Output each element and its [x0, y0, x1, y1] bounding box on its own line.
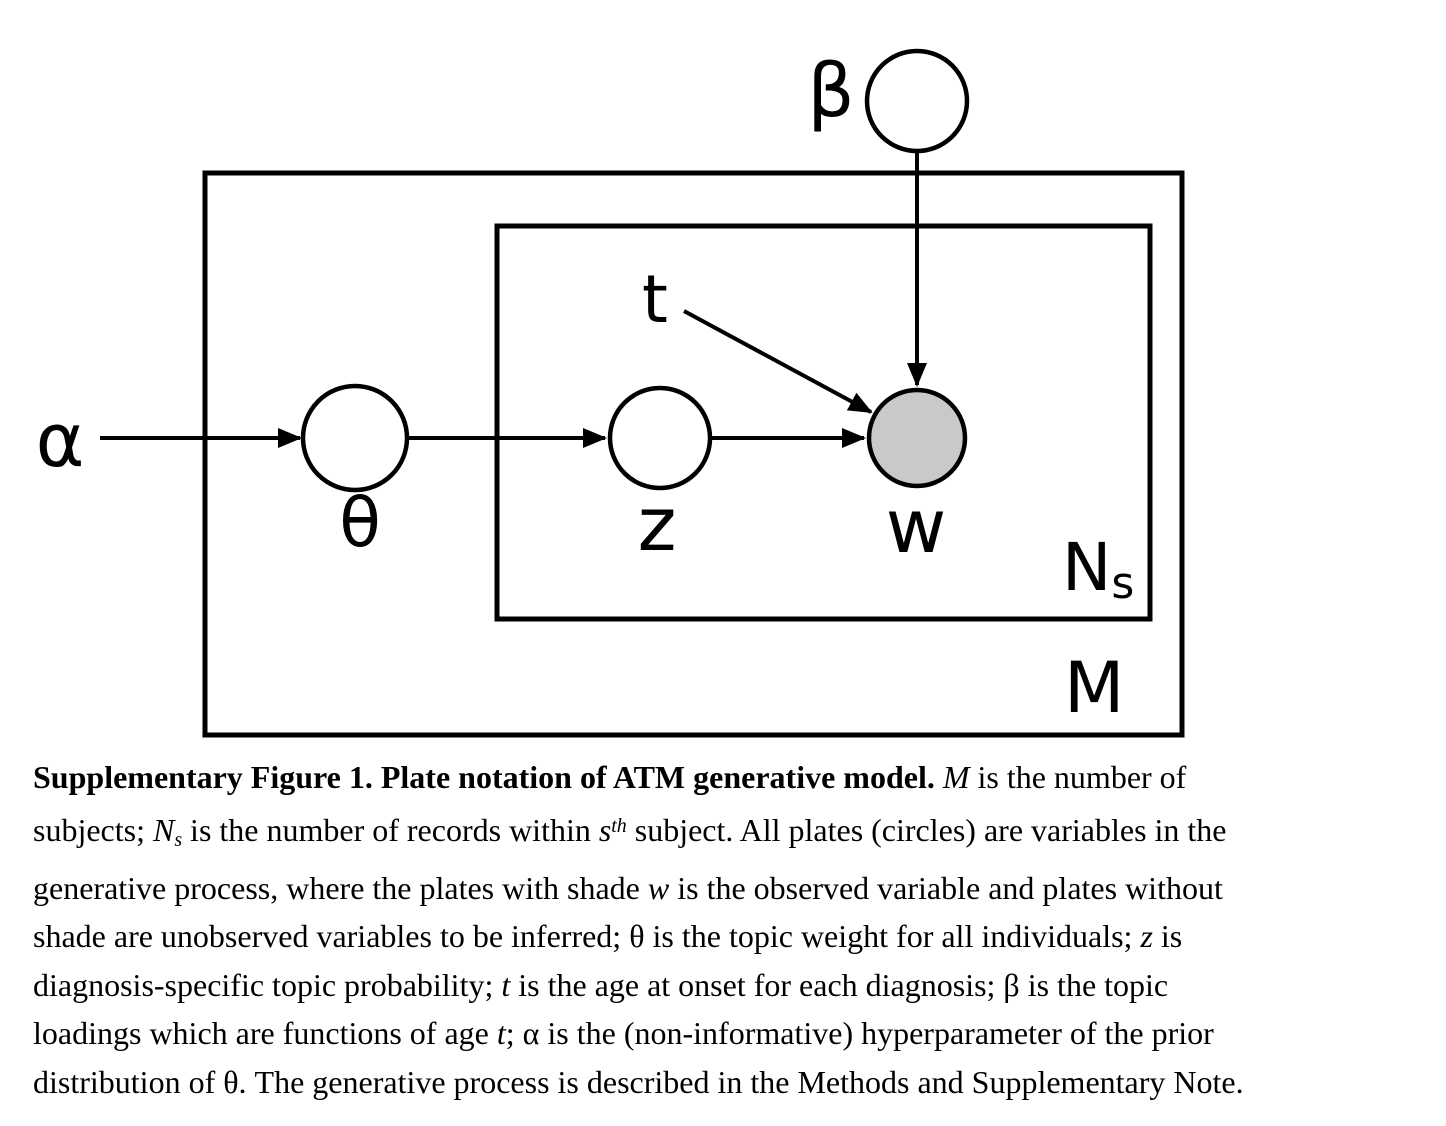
caption-line	[33, 1009, 1423, 1058]
caption-segment: z	[1140, 918, 1153, 955]
caption-line	[33, 802, 1423, 864]
caption-segment: loadings which are functions of age	[33, 1015, 497, 1052]
caption-segment: diagnosis-specific topic probability;	[33, 966, 502, 1003]
label-alpha: α	[35, 398, 85, 484]
caption-segment: distribution of θ. The generative process is described in the Methods and Supplementary Note.	[33, 1063, 1244, 1100]
node-theta-circle	[303, 386, 407, 490]
caption-segment: s	[598, 811, 612, 848]
node-beta-circle	[867, 51, 967, 151]
caption-line	[33, 1058, 1423, 1107]
caption-segment: generative process, where the plates with shade	[33, 869, 648, 906]
label-w: w	[885, 484, 947, 570]
caption-line	[33, 912, 1423, 961]
caption-segment: s	[174, 828, 183, 851]
caption-segment: Supplementary Figure 1. Plate notation of ATM generative model.	[33, 759, 935, 795]
label-theta: θ	[339, 484, 381, 563]
label-beta: β	[807, 48, 855, 134]
caption-segment: t	[501, 966, 511, 1003]
caption-segment: ; α is the (non-informative) hyperparameter of the prior	[505, 1015, 1214, 1052]
caption-segment: is the age at onset for each diagnosis; β is the topic	[510, 966, 1169, 1003]
caption-segment	[935, 759, 943, 795]
label-plate-ns: Ns	[1062, 529, 1135, 609]
caption-segment: subjects;	[33, 811, 153, 848]
caption-line	[33, 961, 1423, 1010]
caption-segment: w	[647, 869, 670, 906]
caption-segment: is	[1152, 918, 1183, 955]
node-w-circle-observed	[869, 390, 965, 486]
caption-segment: is the observed variable and plates without	[669, 869, 1223, 906]
caption-segment: is the number of records within	[182, 811, 599, 848]
label-t: t	[642, 261, 668, 338]
caption-segment: subject. All plates (circles) are variables in the	[626, 811, 1227, 848]
caption-line	[33, 753, 1423, 802]
caption-segment: M	[942, 759, 970, 795]
edge-t-w	[684, 311, 871, 412]
figure-caption	[33, 753, 1423, 1106]
plate-inner-ns	[497, 226, 1150, 619]
label-plate-m: M	[1064, 647, 1125, 729]
caption-segment: th	[611, 814, 627, 837]
caption-line	[33, 864, 1423, 913]
caption-segment: shade are unobserved variables to be inferred; θ is the topic weight for all individuals;	[33, 918, 1141, 955]
label-z: z	[637, 482, 677, 568]
caption-segment: N	[152, 811, 175, 848]
caption-segment: t	[496, 1015, 506, 1052]
node-z-circle	[610, 388, 710, 488]
caption-segment: is the number of	[969, 759, 1187, 795]
